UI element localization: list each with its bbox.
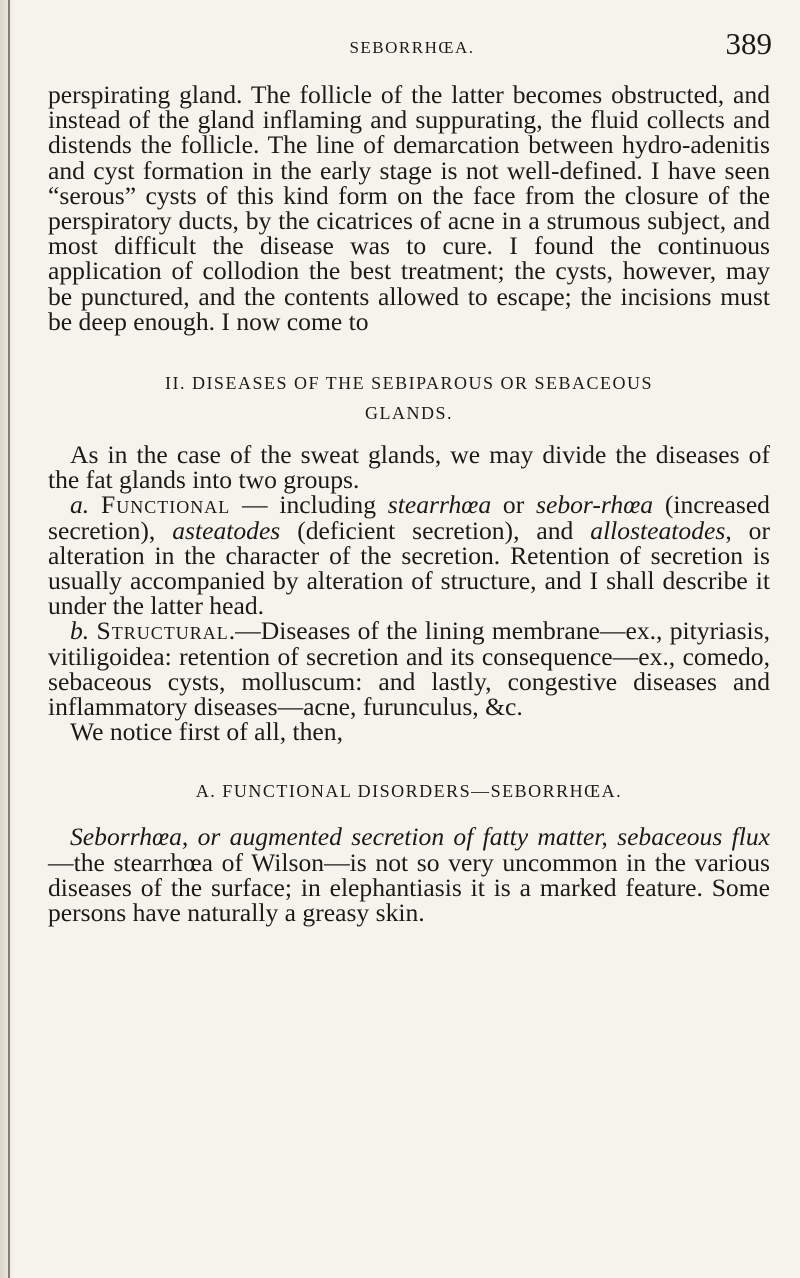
term-seborrhoea-definition: Seborrhœa, or augmented secretion of fatty matter, sebaceous flux: [70, 822, 770, 852]
section-heading-line-1: II. DISEASES OF THE SEBIPAROUS OR SEBACEOUS: [164, 373, 654, 394]
functional-text-c: (increased secretion),: [48, 490, 770, 545]
label-b: b.: [70, 616, 90, 646]
paragraph-functional: [48, 490, 770, 621]
page-edge: [0, 0, 14, 1278]
term-asteatodes: asteatodes: [172, 515, 281, 545]
running-head: SEBORRHŒA.: [349, 38, 475, 57]
paragraph-structural: [48, 616, 770, 722]
page-header: [52, 24, 772, 64]
subheading-functional-disorders: A. FUNCTIONAL DISORDERS—SEBORRHŒA.: [195, 781, 623, 802]
paragraph-seborrhoea: [48, 822, 770, 928]
label-a: a.: [70, 490, 90, 520]
page-edge-line: [8, 0, 10, 1278]
page-number: 389: [725, 26, 772, 61]
paragraph-two-groups: As in the case of the sweat glands, we may divide the diseases of the fat glands into two groups.: [48, 440, 770, 495]
functional-text-d: (deficient secretion), and: [280, 515, 591, 545]
paragraph-cyst-formation: perspirating gland. The follicle of the latter becomes obstructed, and instead of the gland inflaming and suppurating, the fluid collects and distends the follicle. The line of demarcation between hydro-adenitis and cyst formation in the early stage is not well-defined. I have seen “serous” cysts of this kind form on the face from the closure of the perspiratory ducts, by the cicatrices of acne in a strumous subject, and most difficult the disease was to cure. I found the continuous application of collodion the best treatment; the cysts, however, may be punctured, and the contents allowed to escape; the incisions must be deep enough. I now come to: [48, 80, 770, 336]
functional-text-b: or: [491, 490, 537, 520]
term-allosteatodes: allosteatodes: [590, 515, 726, 545]
term-stearrhoea: stearrhœa: [387, 490, 492, 520]
term-structural: Structural: [96, 616, 229, 646]
term-seborrhoea: sebor-rhœa: [536, 490, 654, 520]
paragraph-notice-first: We notice first of all, then,: [70, 717, 343, 747]
functional-text-e: , or alteration in the character of the secretion. Retention of secretion is usually accompanied by alteration of structure, and I shall describe it under the latter head.: [48, 515, 770, 621]
structural-text: .—Diseases of the lining membrane—ex., pityriasis, vitiligoidea: retention of secretion and its consequence—ex., comedo, sebaceous cysts, molluscum: and lastly, congestive diseases and inflammatory diseases—acne, furunculus, &c.: [48, 616, 770, 722]
seborrhoea-text: —the stearrhœa of Wilson—is not so very uncommon in the various diseases of the surface; in elephantiasis it is a marked feature. Some persons have naturally a greasy skin.: [48, 847, 770, 928]
section-heading-line-2: GLANDS.: [364, 403, 453, 424]
body-text: [48, 80, 770, 928]
term-functional: Functional: [100, 490, 231, 520]
functional-text-a: — including: [230, 490, 388, 520]
